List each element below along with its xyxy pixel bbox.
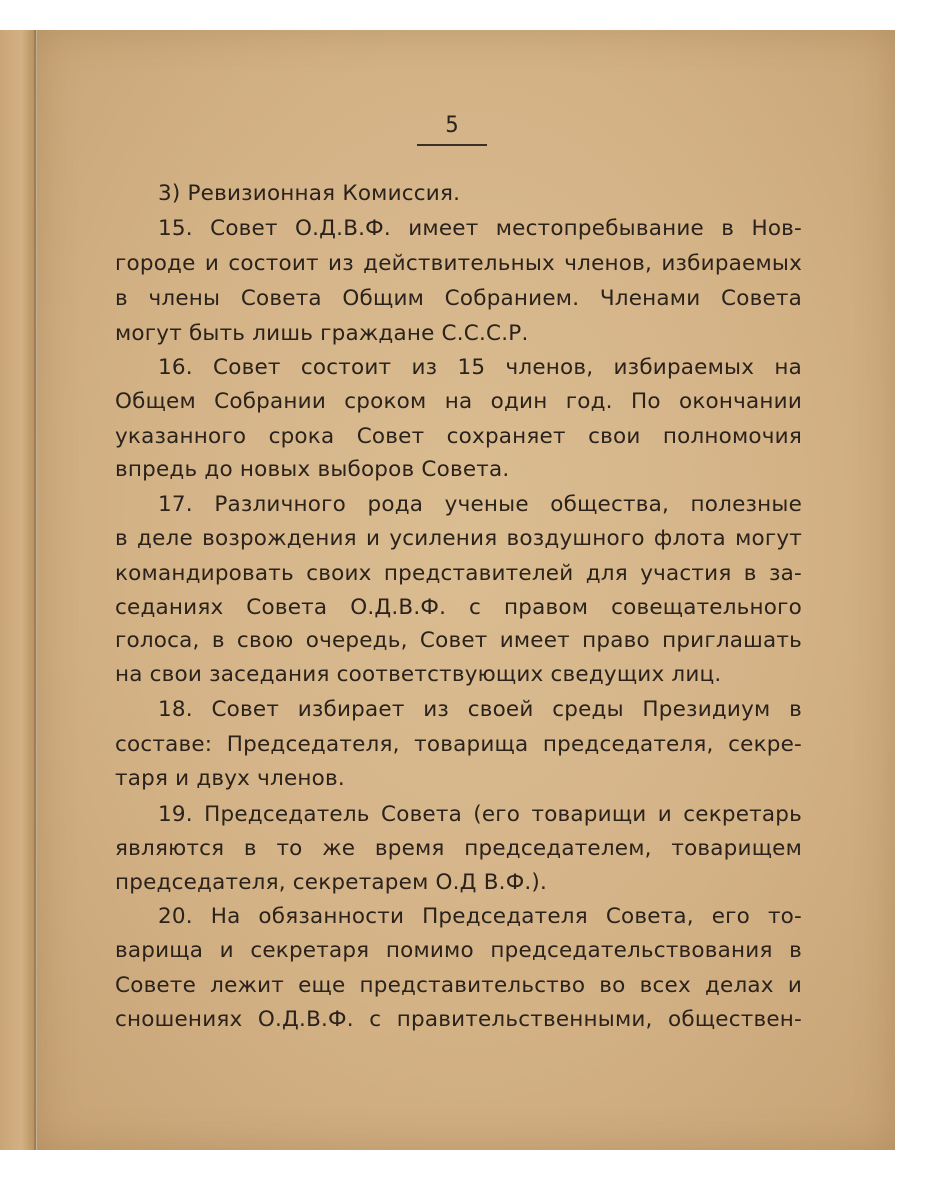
text-line: командировать своих представителей для участия в за- (115, 561, 802, 586)
text-line: городе и состоит из действительных членов, избираемых (115, 251, 802, 276)
text-line: 17. Различного рода ученые общества, полезные (158, 492, 802, 517)
text-line: указанного срока Совет сохраняет свои полномочия (115, 424, 802, 449)
text-line: являются в то же время председателем, товарищем (115, 836, 802, 861)
text-line: 20. На обязанности Председателя Совета, его то- (158, 904, 802, 929)
text-line: варища и секретаря помимо председательствования в (115, 938, 802, 963)
text-line: таря и двух членов. (115, 766, 345, 791)
text-line: составе: Председателя, товарища председателя, секре- (115, 732, 802, 757)
page-number: 5 (445, 113, 459, 138)
text-line: в деле возрождения и усиления воздушного флота могут (115, 526, 802, 551)
text-line: 18. Совет избирает из своей среды Президиум в (158, 697, 802, 722)
left-page-edge (0, 30, 36, 1150)
text-line: могут быть лишь граждане С.С.С.Р. (115, 321, 529, 346)
text-line: председателя, секретарем О.Д В.Ф.). (115, 870, 548, 895)
text-line: 19. Председатель Совета (его товарищи и секретарь (158, 802, 802, 827)
text-line: на свои заседания соответствующих сведущих лиц. (115, 662, 722, 687)
text-line: седаниях Совета О.Д.В.Ф. с правом совещательного (115, 595, 802, 620)
page-number-rule (417, 144, 487, 146)
text-line: Общем Собрании сроком на один год. По окончании (115, 389, 802, 414)
text-line: голоса, в свою очередь, Совет имеет право приглашать (115, 628, 802, 653)
text-line: в члены Совета Общим Собранием. Членами Совета (115, 286, 802, 311)
text-line: впредь до новых выборов Совета. (115, 457, 510, 482)
text-line: 16. Совет состоит из 15 членов, избираемых на (158, 355, 802, 380)
text-line: сношениях О.Д.В.Ф. с правительственными, обществен- (115, 1007, 802, 1032)
text-line: Совете лежит еще представительство во всех делах и (115, 973, 802, 998)
text-line: 3) Ревизионная Комиссия. (158, 181, 461, 206)
text-line: 15. Совет О.Д.В.Ф. имеет местопребывание в Нов- (158, 216, 802, 241)
